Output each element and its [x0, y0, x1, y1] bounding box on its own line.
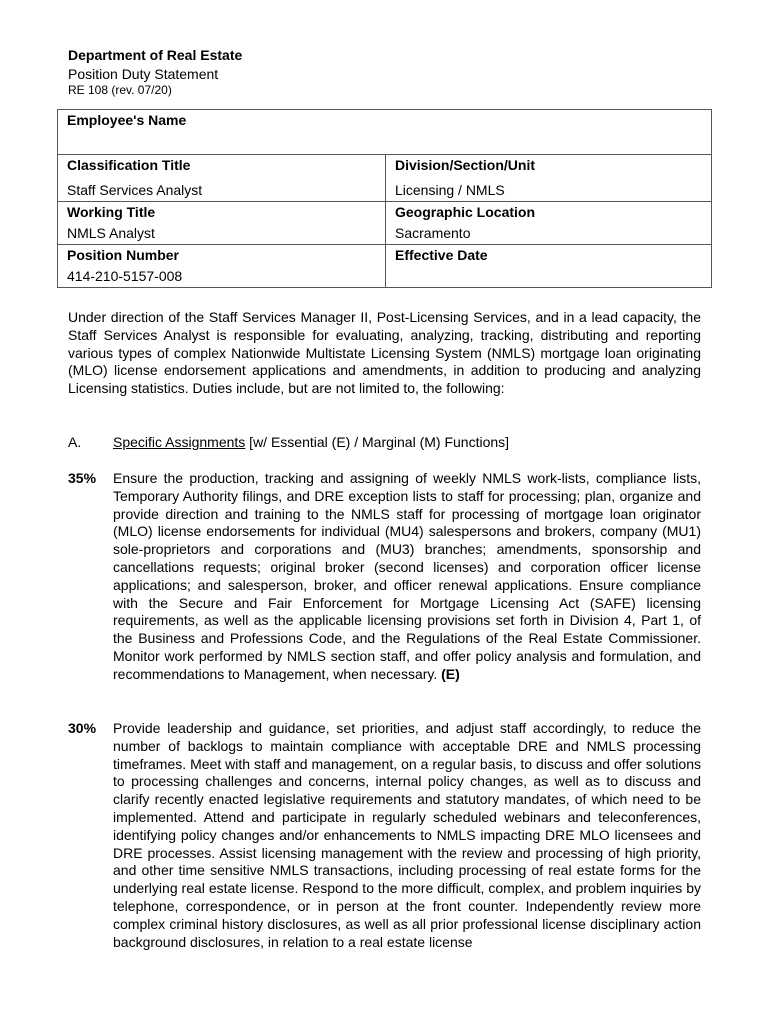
duty-percent: 30%: [68, 720, 97, 736]
section-title: Specific Assignments: [113, 434, 246, 450]
employee-name-cell: [58, 110, 712, 155]
classification-title-value: Staff Services Analyst: [67, 182, 203, 198]
section-suffix: [w/ Essential (E) / Marginal (M) Functions]: [245, 434, 510, 450]
duty-text: [113, 720, 701, 951]
intro-paragraph: Under direction of the Staff Services Manager II, Post-Licensing Services, and in a lead capacity, the Staff Services Analyst is responsible for evaluating, analyzing, tracking, distributing and reporting various types of complex Nationwide Multistate Licensing System (NMLS) mortgage loan originating (MLO) license endorsement applications and amendments, in addition to producing and analyzing Licensing statistics. Duties include, but are not limited to, the following:: [68, 309, 701, 397]
working-title-value: NMLS Analyst: [67, 225, 155, 241]
position-number-label: Position Number: [67, 247, 180, 263]
effective-date-cell: [386, 245, 712, 288]
duty-description: Provide leadership and guidance, set priorities, and adjust staff accordingly, to reduce the number of backlogs to maintain compliance with acceptable DRE and NMLS processing timeframes. Meet with staff and management, on a regular basis, to discuss and offer solutions to processing challenges and concerns, internal policy changes, as well as to discuss and clarify recently enacted legislative requirements and statutory mandates, of which need to be implemented. Attend and participate in regularly scheduled webinars and teleconferences, identifying policy changes and/or enhancements to NMLS impacting DRE MLO licensees and DRE processes. Assist licensing management with the review and processing of high priority, and other time sensitive NMLS transactions, including processing of real estate forms for the underlying real estate license. Respond to the more difficult, complex, and problem inquiries by telephone, correspondence, or in person at the front counter. Independently review more complex criminal history disclosures, as well as all prior professional license disciplinary action background disclosures, in relation to a real estate license: [113, 720, 701, 950]
classification-title-cell: [58, 155, 386, 202]
duty-description: Ensure the production, tracking and assigning of weekly NMLS work-lists, compliance lists, Temporary Authority filings, and DRE exception lists to staff for processing; plan, organize and provide direction and training to the NMLS staff for processing of mortgage loan originator (MLO) license endorsements for individual (MU4) salespersons and brokers, company (MU1) sole-proprietors and corporations and (MU3) branches; amendments, sponsorship and cancellations requests; original broker (second licenses) and corporation officer license applications; and salesperson, broker, and officer renewal applications. Ensure compliance with the Secure and Fair Enforcement for Mortgage Licensing Act (SAFE) licensing requirements, as well as the applicable licensing provisions set forth in Division 4, Part 1, of the Business and Professions Code, and the Regulations of the Real Estate Commissioner. Monitor work performed by NMLS section staff, and offer policy analysis and formulation, and recommendations to Management, when necessary.: [113, 470, 701, 682]
working-title-cell: [58, 202, 386, 245]
geographic-location-value: Sacramento: [395, 225, 471, 241]
effective-date-label: Effective Date: [395, 247, 488, 263]
duty-item: [68, 470, 708, 684]
duty-text: [113, 470, 701, 684]
section-letter: A.: [68, 434, 82, 450]
form-number: RE 108 (rev. 07/20): [68, 83, 172, 97]
division-label: Division/Section/Unit: [395, 157, 536, 173]
geographic-location-cell: [386, 202, 712, 245]
department-name: Department of Real Estate: [68, 47, 243, 63]
working-title-label: Working Title: [67, 204, 156, 220]
section-a-heading: [68, 433, 708, 451]
position-number-cell: [58, 245, 386, 288]
duty-item: [68, 720, 708, 951]
geographic-location-label: Geographic Location: [395, 204, 536, 220]
duty-function-code: (E): [441, 665, 460, 682]
division-cell: [386, 155, 712, 202]
position-info-table: [57, 109, 712, 288]
document-title: Position Duty Statement: [68, 66, 219, 82]
division-value: Licensing / NMLS: [395, 182, 505, 198]
position-number-value: 414-210-5157-008: [67, 268, 183, 284]
employee-name-value: [67, 131, 711, 152]
employee-name-label: Employee's Name: [67, 112, 187, 128]
duty-percent: 35%: [68, 470, 97, 486]
classification-title-label: Classification Title: [67, 157, 191, 173]
effective-date-value: [395, 266, 711, 287]
